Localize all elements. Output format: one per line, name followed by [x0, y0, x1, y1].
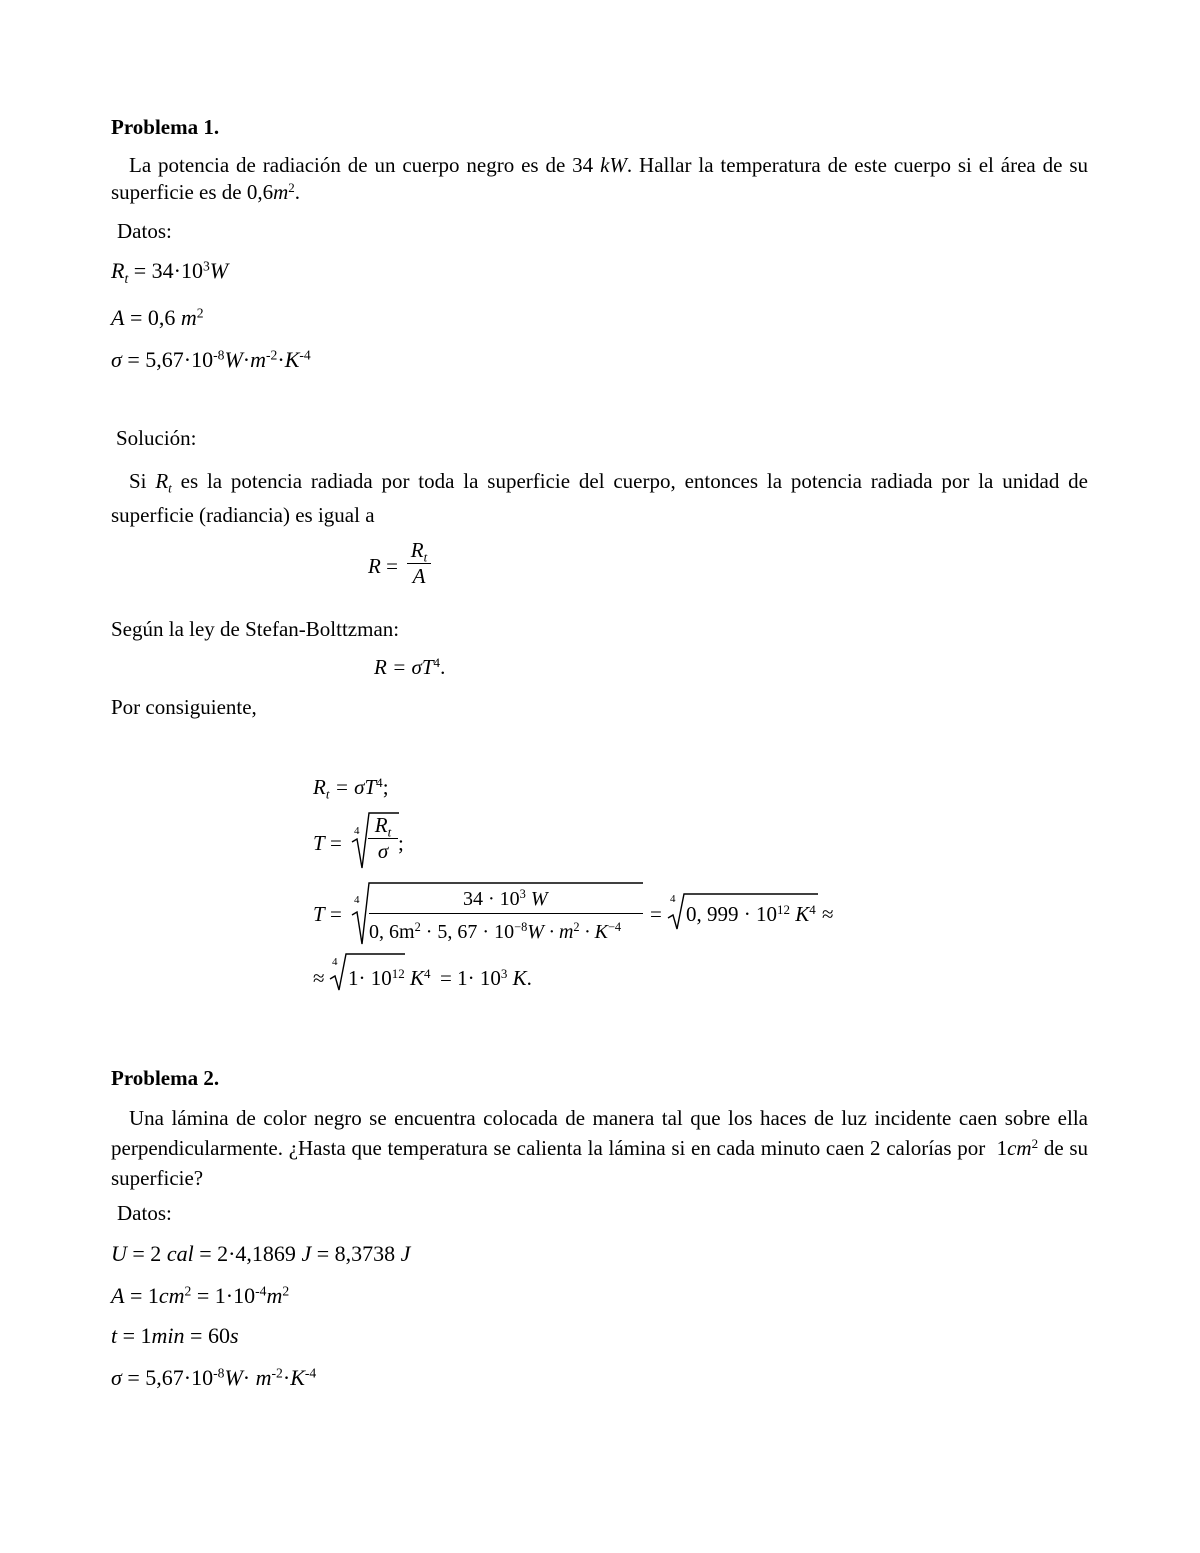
- sigma-exponent: -8: [213, 1365, 225, 1381]
- line3-rhs-exp: 12: [777, 901, 791, 917]
- line1-rhs: = σT: [329, 775, 377, 799]
- line1-exponent: 4: [376, 774, 383, 790]
- sigma-dot: ·: [277, 347, 285, 372]
- rt-symbol: R: [111, 258, 125, 283]
- line4-root-exp: 12: [391, 965, 405, 981]
- line3-den-exp2: −8: [514, 920, 528, 935]
- solution-text: Si: [129, 469, 147, 493]
- statement-text-b: de su superficie?: [111, 1136, 1089, 1190]
- line3-num-text: 34 · 10: [463, 888, 520, 910]
- line1-lhs: R: [313, 775, 326, 799]
- sigma-dot: ·: [242, 1365, 256, 1390]
- stefan-exponent: 4: [433, 654, 441, 670]
- energy-symbol: U: [111, 1241, 127, 1266]
- line3-denominator: [369, 922, 621, 942]
- stefan-law-text: Según la ley de Stefan-Bolttzman:: [111, 617, 400, 641]
- line4-result-unit: K: [507, 966, 527, 990]
- line3-den-c: W · m: [527, 921, 574, 943]
- line2-numerator: R: [374, 813, 388, 837]
- line3-rhs: [686, 901, 816, 926]
- time-seconds: = 60: [184, 1323, 230, 1348]
- root-index: 4: [354, 825, 360, 837]
- sigma-unit-w: W: [224, 347, 243, 372]
- problem-1-heading: Problema 1.: [111, 115, 220, 139]
- line2-numerator-sub: t: [387, 824, 392, 840]
- statement-text: La potencia de radiación de un cuerpo negro es de 34: [129, 153, 594, 177]
- line4-approx: ≈: [313, 966, 325, 990]
- line3-den-d: · K: [579, 921, 608, 943]
- datum-area: [111, 1285, 289, 1307]
- statement-text-b: . Hallar la temperatura de este cuerpo si el área de su superficie es de 0,6: [111, 153, 1088, 204]
- energy-value: = 2: [126, 1241, 167, 1266]
- eq-radiance-r: R: [368, 554, 381, 578]
- line4-result: [440, 965, 532, 990]
- line2-lhs: T: [313, 831, 325, 855]
- line3-den-b: · 5, 67 · 10: [420, 921, 515, 943]
- rt-exponent: 3: [202, 258, 210, 274]
- line4-root-unit-exp: 4: [424, 965, 431, 981]
- statement-unit: kW: [600, 153, 627, 177]
- time-value: = 1: [117, 1323, 152, 1348]
- area-symbol: A: [111, 1283, 125, 1308]
- area-unit: m: [180, 305, 197, 330]
- equals-sign: =: [329, 831, 342, 855]
- rt-unit: W: [209, 258, 229, 283]
- energy-result: = 8,3738: [311, 1241, 401, 1266]
- time-unit-s: s: [229, 1323, 239, 1348]
- statement-area-unit: m: [273, 180, 289, 204]
- line1-end: ;: [382, 775, 389, 799]
- rt-subscript: t: [124, 270, 129, 286]
- statement-value: 1: [996, 1136, 1008, 1160]
- sigma-exponent-k: -4: [299, 347, 311, 363]
- sigma-symbol: σ: [111, 347, 122, 372]
- line4-result-exp: 3: [500, 965, 508, 981]
- solution-text-b: es la potencia radiada por toda la superficie del cuerpo, entonces la potencia radiada por la unidad de superficie (radiancia) es igual a: [111, 469, 1089, 527]
- statement-exp: 2: [1031, 1135, 1039, 1151]
- fraction-numerator-sub: t: [423, 549, 428, 565]
- area-exp: -4: [255, 1283, 267, 1299]
- sigma-unit-m: m: [250, 347, 266, 372]
- line3-equals: =: [650, 902, 662, 926]
- energy-conversion: = 2·4,1869: [193, 1241, 302, 1266]
- line3-rhs-text: 0, 999 · 10: [686, 902, 777, 926]
- sigma-unit-m: m: [255, 1365, 272, 1390]
- solution-symbol: R: [155, 469, 169, 493]
- area-value: = 1: [124, 1283, 159, 1308]
- line3-approx: ≈: [822, 902, 834, 926]
- sigma-dot: ·: [242, 347, 251, 372]
- line1-subscript: t: [325, 786, 330, 802]
- line3-fraction-bar: [369, 913, 643, 914]
- line2-end: ;: [398, 831, 404, 855]
- time-symbol: t: [111, 1323, 118, 1348]
- line3-num-unit: W: [525, 888, 548, 910]
- area-exp: 2: [282, 1283, 290, 1299]
- statement-unit: cm: [1007, 1136, 1032, 1160]
- line4-end: .: [526, 966, 532, 990]
- line4-root-text: 1· 10: [348, 966, 392, 990]
- area-symbol: A: [111, 305, 125, 330]
- line4-root: [348, 965, 431, 990]
- area-value: = 0,6: [124, 305, 181, 330]
- sigma-exponent-m: -2: [266, 347, 278, 363]
- area-exp: 2: [184, 1283, 192, 1299]
- sigma-exponent-k: -4: [304, 1365, 317, 1381]
- datum-time: [111, 1325, 239, 1347]
- energy-unit-j: J: [301, 1241, 312, 1266]
- statement-area-exp: 2: [288, 179, 295, 195]
- time-unit: min: [151, 1323, 185, 1348]
- sigma-unit-k: K: [290, 1365, 305, 1390]
- statement-text: Una lámina de color negro se encuentra colocada de manera tal que los haces de luz incidente caen sobre ella perpendicularmente. ¿Hasta que temperatura se calienta la lámina si en cada minuto caen 2 calorías por: [111, 1106, 1088, 1160]
- area-unit-m: m: [266, 1283, 283, 1308]
- rt-value: = 34·10: [128, 258, 203, 283]
- problem-2-statement: [111, 1103, 1088, 1193]
- equals-sign: =: [329, 902, 342, 926]
- sigma-unit-k: K: [284, 347, 300, 372]
- energy-unit-j: J: [400, 1241, 411, 1266]
- root-index: 4: [670, 893, 676, 905]
- datum-energy: [111, 1243, 410, 1265]
- line3-den-exp1: 2: [414, 920, 421, 935]
- problem-2-data-label: Datos:: [117, 1201, 172, 1225]
- stefan-rhs: = σT: [386, 655, 434, 679]
- equals-sign: =: [386, 554, 398, 578]
- consequence-text: Por consiguiente,: [111, 695, 257, 719]
- line4-result-text: 1· 10: [457, 966, 501, 990]
- sigma-dot: ·: [282, 1365, 291, 1390]
- line2-fraction: [368, 813, 398, 864]
- equals-sign: =: [440, 966, 452, 990]
- area-unit: cm: [158, 1283, 185, 1308]
- line3-den-exp4: −4: [607, 920, 622, 935]
- line3-rhs-unit: K: [790, 902, 810, 926]
- problem-1-data-label: Datos:: [117, 219, 172, 243]
- area-exponent: 2: [196, 305, 204, 321]
- solution-subscript: t: [168, 480, 172, 496]
- sigma-exponent: -8: [213, 347, 225, 363]
- line3-numerator: [463, 889, 548, 909]
- energy-unit: cal: [166, 1241, 194, 1266]
- line3-rhs-unit-exp: 4: [809, 901, 816, 917]
- line3-den-exp3: 2: [573, 920, 580, 935]
- fraction-denominator: A: [412, 564, 426, 588]
- line3-num-exp: 3: [519, 887, 526, 902]
- datum-sigma: [111, 1367, 316, 1389]
- sigma-symbol: σ: [111, 1365, 122, 1390]
- statement-end: .: [294, 180, 301, 204]
- problem-2-heading: Problema 2.: [111, 1066, 220, 1090]
- sigma-value: = 5,67·10: [121, 347, 214, 372]
- derivation-line-3-lhs: [313, 904, 342, 925]
- root-index: 4: [354, 894, 360, 906]
- solution-label: Solución:: [116, 426, 197, 450]
- line3-den-a: 0, 6m: [369, 921, 415, 943]
- fraction-numerator: R: [410, 538, 424, 562]
- sigma-exponent-m: -2: [271, 1365, 283, 1381]
- sigma-unit-w: W: [224, 1365, 243, 1390]
- stefan-end: .: [440, 655, 446, 679]
- sigma-value: = 5,67·10: [121, 1365, 214, 1390]
- area-conversion: = 1·10: [191, 1283, 256, 1308]
- stefan-lhs: R: [374, 655, 387, 679]
- line2-denominator: σ: [377, 839, 389, 863]
- line3-lhs: T: [313, 902, 325, 926]
- line4-root-unit: K: [404, 966, 425, 990]
- root-index: 4: [332, 956, 338, 968]
